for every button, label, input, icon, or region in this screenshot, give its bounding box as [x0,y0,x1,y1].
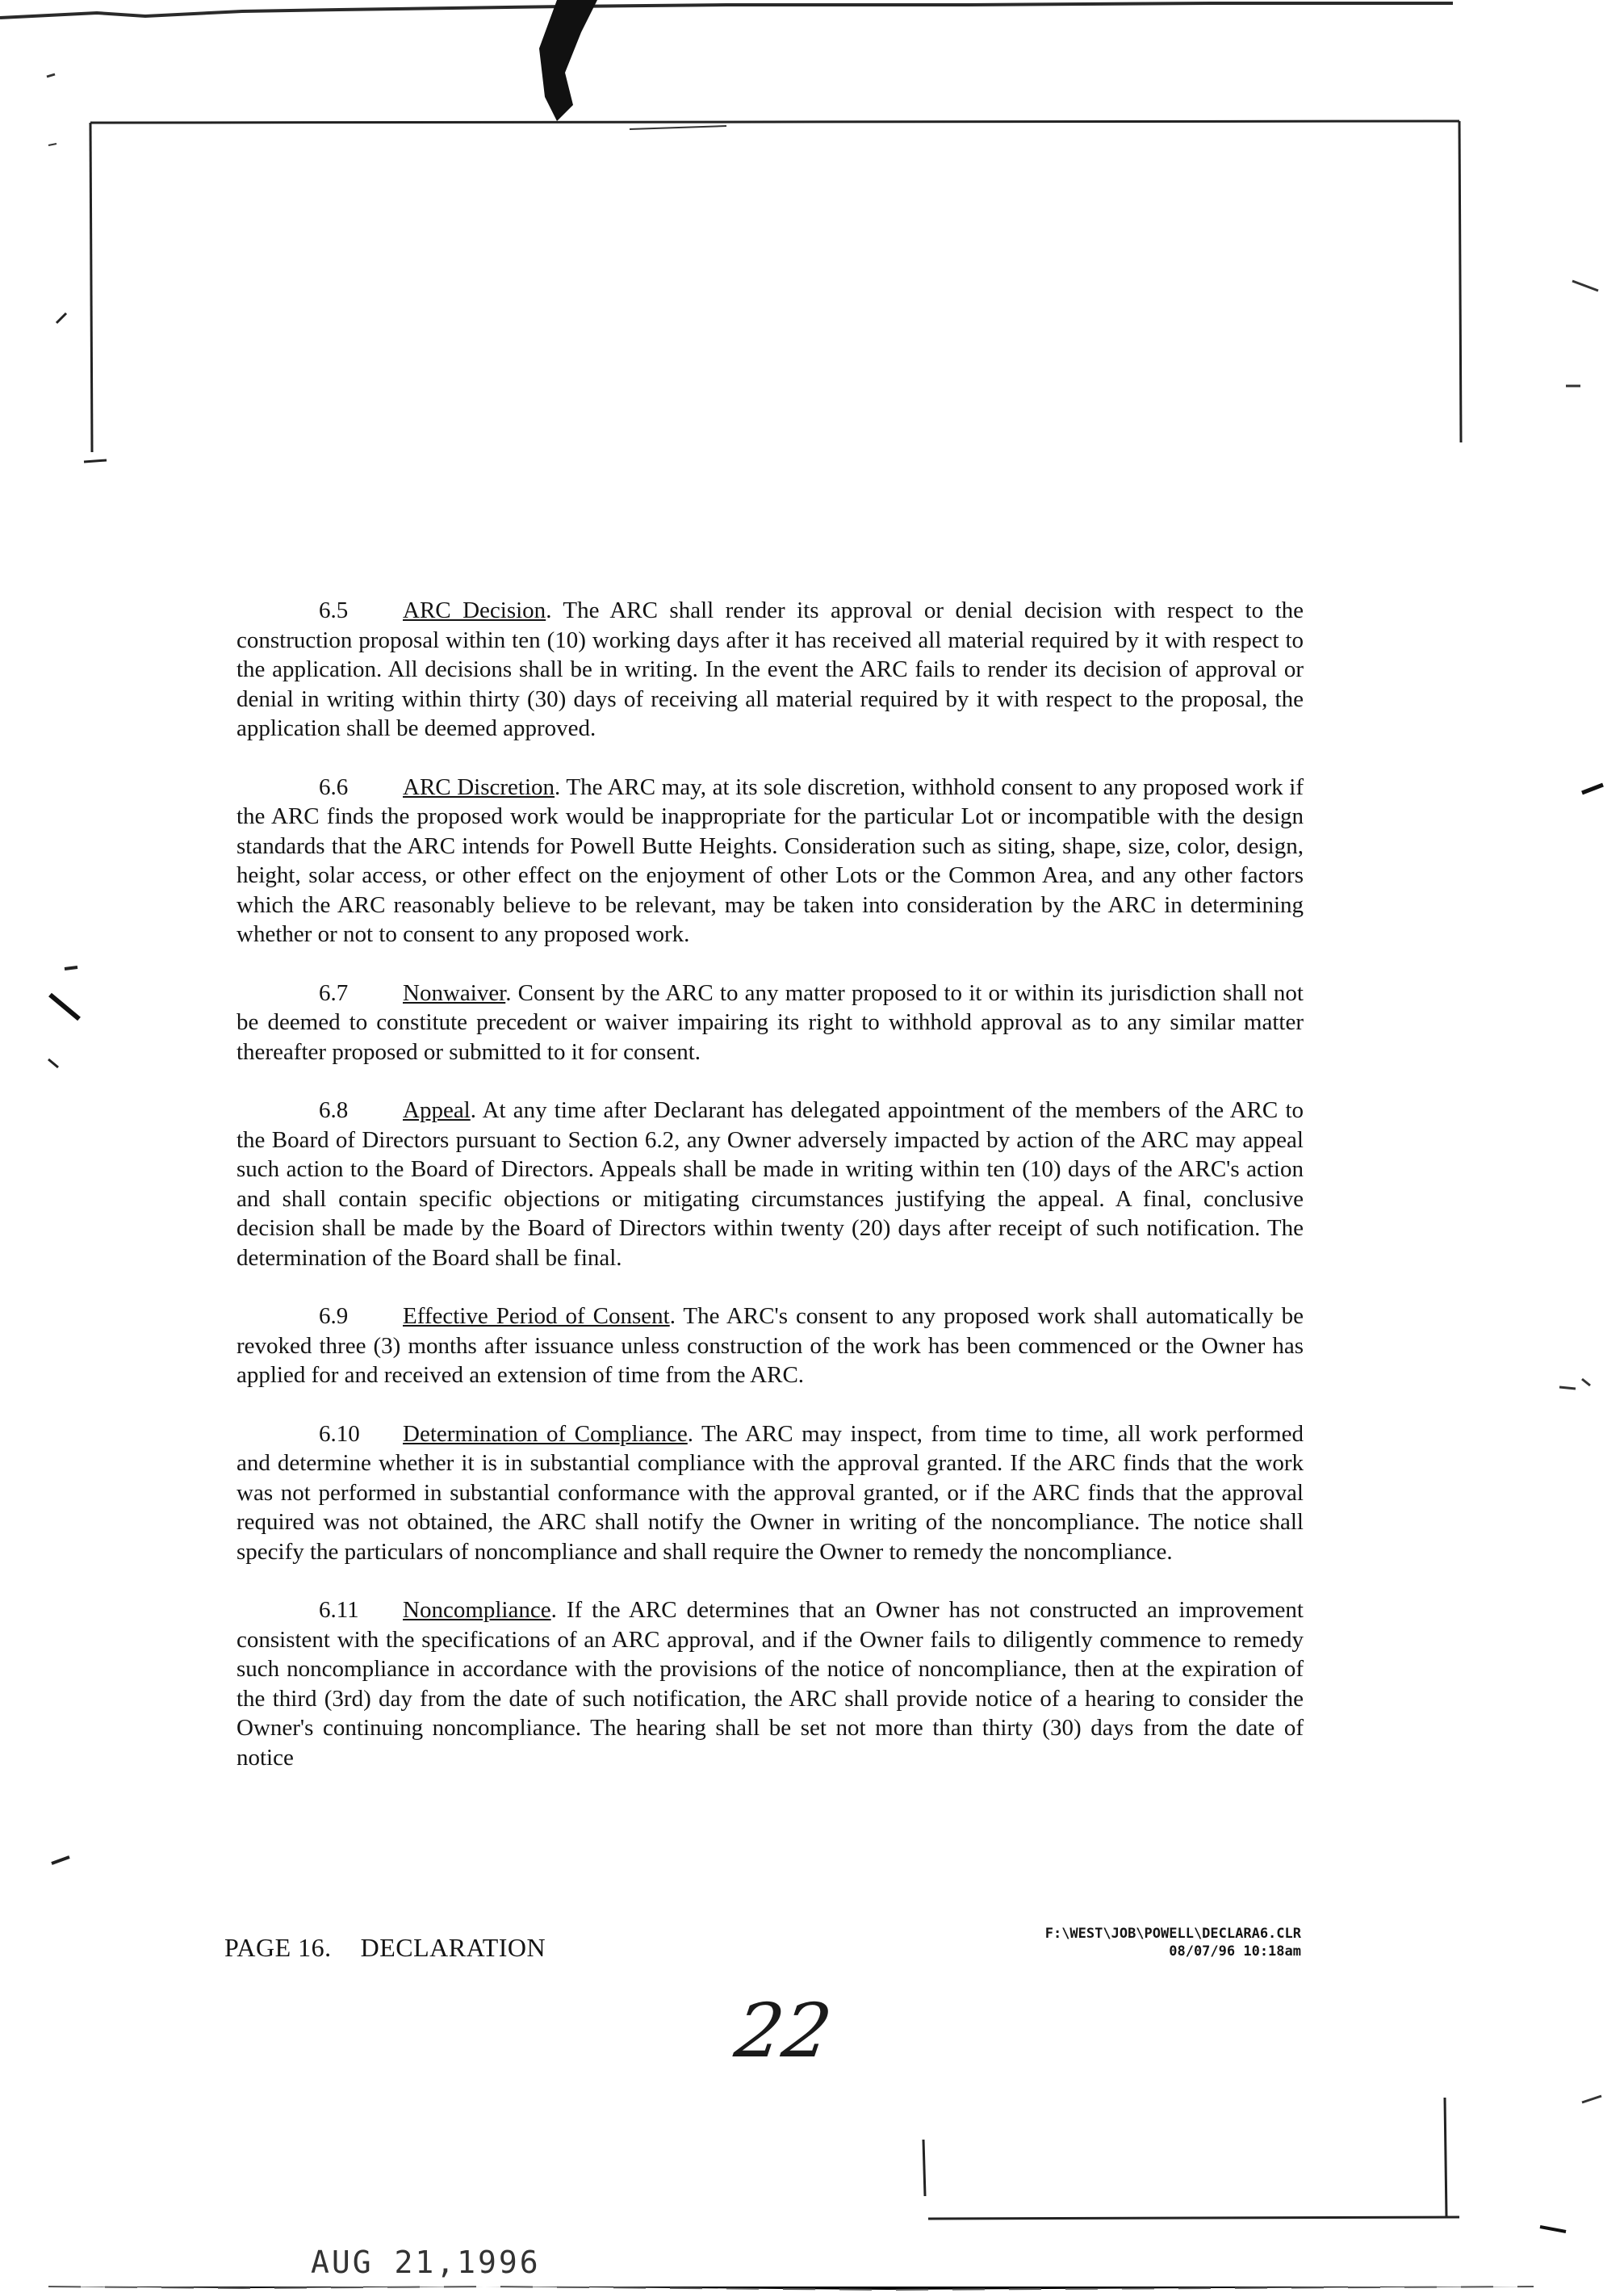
page-footer [224,1933,546,1963]
section-6-8 [236,1096,1304,1272]
section-text: . At any time after Declarant has delegated appointment of the members of the ARC to the Board of Directors pursuant to Section 6.2, any Owner adversely impacted by action of the ARC may appeal such action to the Board of Directors. Appeals shall be made in writing within ten (10) days of the ARC's action and shall contain specific objections or mitigating circumstances justifying the appeal. A final, conclusive decision shall be made by the Board of Directors within twenty (20) days after receipt of such notification. The determination of the Board shall be final. [236,1097,1304,1271]
section-text: . The ARC may, at its sole discretion, withhold consent to any proposed work if the ARC finds the proposed work would be inappropriate for the particular Lot or incompatible with the design standards that the ARC intends for Powell Butte Heights. Consideration such as siting, shape, size, color, design, height, solar access, or other effect on the enjoyment of other Lots or the Common Area, and any other factors which the ARC reasonably believe to be relevant, may be taken into consideration by the ARC in determining whether or not to consent to any proposed work. [236,773,1304,947]
section-text: . The ARC's consent to any proposed work shall automatically be revoked three (3) months after issuance unless construction of the work has been commenced or the Owner has applied for and received an extension of time from the ARC. [236,1303,1304,1388]
section-heading: ARC Decision [403,597,546,623]
section-6-9 [236,1302,1304,1390]
section-6-11 [236,1595,1304,1772]
file-timestamp: 08/07/96 10:18am [1169,1943,1301,1960]
file-reference [1045,1925,1301,1960]
section-6-7 [236,979,1304,1067]
section-6-6 [236,773,1304,949]
document-label: DECLARATION [360,1933,546,1962]
declaration-body [236,596,1304,1801]
received-date-stamp: AUG 21,1996 [311,2245,541,2280]
section-text: . The ARC shall render its approval or denial decision with respect to the construction proposal within ten (10) working days after it has received all material required by it with respect to the application. All decisions shall be in writing. In the event the ARC fails to render its decision of approval or denial in writing within thirty (30) days of receiving all material required by it with respect to the proposal, the application shall be deemed approved. [236,597,1304,741]
section-heading: Effective Period of Consent [403,1303,670,1329]
section-text: . The ARC may inspect, from time to time, all work performed and determine whether it is in substantial compliance with the approval granted. If the ARC finds that the work was not performed in substantial conformance with the approval granted, or if the ARC finds that the approval required was not obtained, the ARC shall notify the Owner in writing of the noncompliance. The notice shall specify the particulars of noncompliance and shall require the Owner to remedy the noncompliance. [236,1420,1304,1565]
section-number: 6.5 [319,597,349,623]
section-number: 6.8 [319,1097,349,1123]
section-heading: ARC Discretion [403,773,555,800]
section-6-10 [236,1419,1304,1567]
section-number: 6.7 [319,979,349,1006]
section-number: 6.10 [319,1420,360,1447]
file-path: F:\WEST\JOB\POWELL\DECLARA6.CLR [1044,1926,1301,1942]
section-heading: Nonwaiver [403,979,506,1006]
section-number: 6.11 [319,1597,359,1623]
section-number: 6.9 [319,1303,349,1329]
section-6-5 [236,596,1304,744]
section-text: . If the ARC determines that an Owner has not constructed an improvement consistent with the specifications of an ARC approval, and if the Owner fails to diligently commence to remedy such noncompliance in accordance with the provisions of the notice of noncompliance, then at the expiration of the third (3rd) day from the date of such notification, the ARC shall provide notice of a hearing to consider the Owner's continuing noncompliance. The hearing shall be set not more than thirty (30) days from the date of notice [236,1597,1304,1771]
section-number: 6.6 [319,773,349,800]
page-label: PAGE 16. [224,1933,332,1962]
section-heading: Appeal [403,1097,471,1123]
section-text: . Consent by the ARC to any matter proposed to it or within its jurisdiction shall not be deemed to constitute precedent or waiver impairing its right to withhold approval as to any similar matter thereafter proposed or submitted to it for consent. [236,979,1304,1065]
section-heading: Determination of Compliance [403,1420,688,1447]
section-heading: Noncompliance [403,1597,551,1623]
handwritten-page-number: 22 [730,1988,837,2074]
